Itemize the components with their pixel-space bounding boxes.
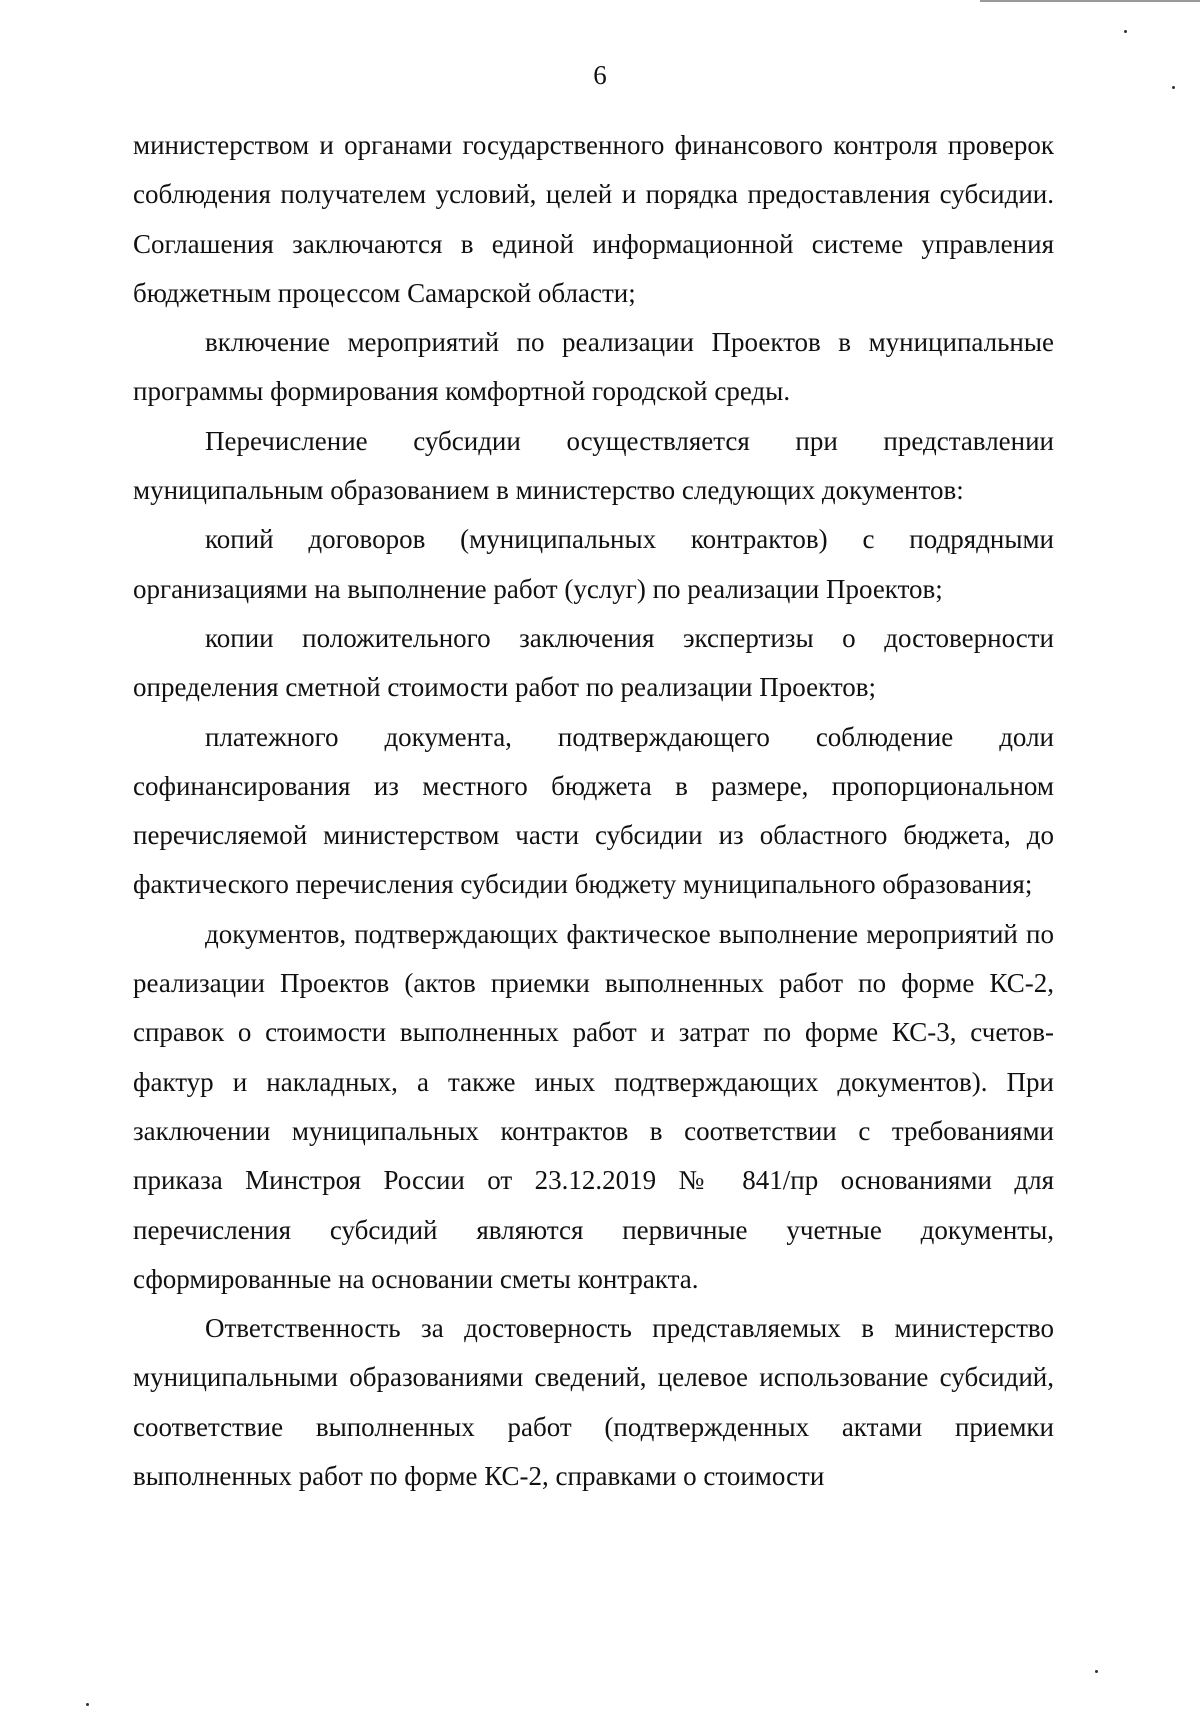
page-number: 6	[593, 60, 607, 90]
paragraph-contract-copies: копий договоров (муниципальных контрактов) с подрядными организациями на выполнение работ (услуг) по реализации Проектов;	[133, 524, 1054, 604]
scan-edge-line	[980, 0, 1200, 2]
scan-speck	[86, 1703, 89, 1706]
scan-speck	[1124, 30, 1127, 33]
paragraph-oversight-agreements: министерством и органами государственного финансового контроля проверок соблюдения получателем условий, целей и порядка предоставления субсидии. Соглашения заключаются в единой информационной системе управления бюджетным процессом Самарской области;	[133, 130, 1054, 308]
paragraph-expertise-copy: копии положительного заключения экспертизы о достоверности определения сметной стоимости работ по реализации Проектов;	[133, 622, 1054, 703]
paragraph-municipal-programs: включение мероприятий по реализации Проектов в муниципальные программы формирования комфортной городской среды.	[133, 327, 1054, 407]
document-body	[133, 121, 1054, 1501]
paragraph-completion-documents: документов, подтверждающих фактическое выполнение мероприятий по реализации Проектов (актов приемки выполненных работ по форме КС-2, справок о стоимости выполненных работ и затрат по форме КС-3, счетов-фактур и накладных, а также иных подтверждающих документов). При заключении муниципальных контрактов в соответствии с требованиями приказа Минстроя России от 23.12.2019 № 841/пр основаниями для перечисления субсидий являются первичные учетные документы, сформированные на основании сметы контракта.	[133, 918, 1054, 1294]
scan-speck	[1095, 1670, 1098, 1673]
paragraph-payment-document: платежного документа, подтверждающего соблюдение доли софинансирования из местного бюджета в размере, пропорциональном перечисляемой министерством части субсидии из областного бюджета, до фактического перечисления субсидии бюджету муниципального образования;	[133, 721, 1054, 900]
scan-speck	[1172, 86, 1175, 89]
paragraph-subsidy-transfer-documents: Перечисление субсидии осуществляется при представлении муниципальным образованием в министерство следующих документов:	[133, 425, 1054, 506]
paragraph-responsibility: Ответственность за достоверность представляемых в министерство муниципальными образованиями сведений, целевое использование субсидий, соответствие выполненных работ (подтвержденных актами приемки выполненных работ по форме КС-2, справками о стоимости	[133, 1313, 1054, 1492]
